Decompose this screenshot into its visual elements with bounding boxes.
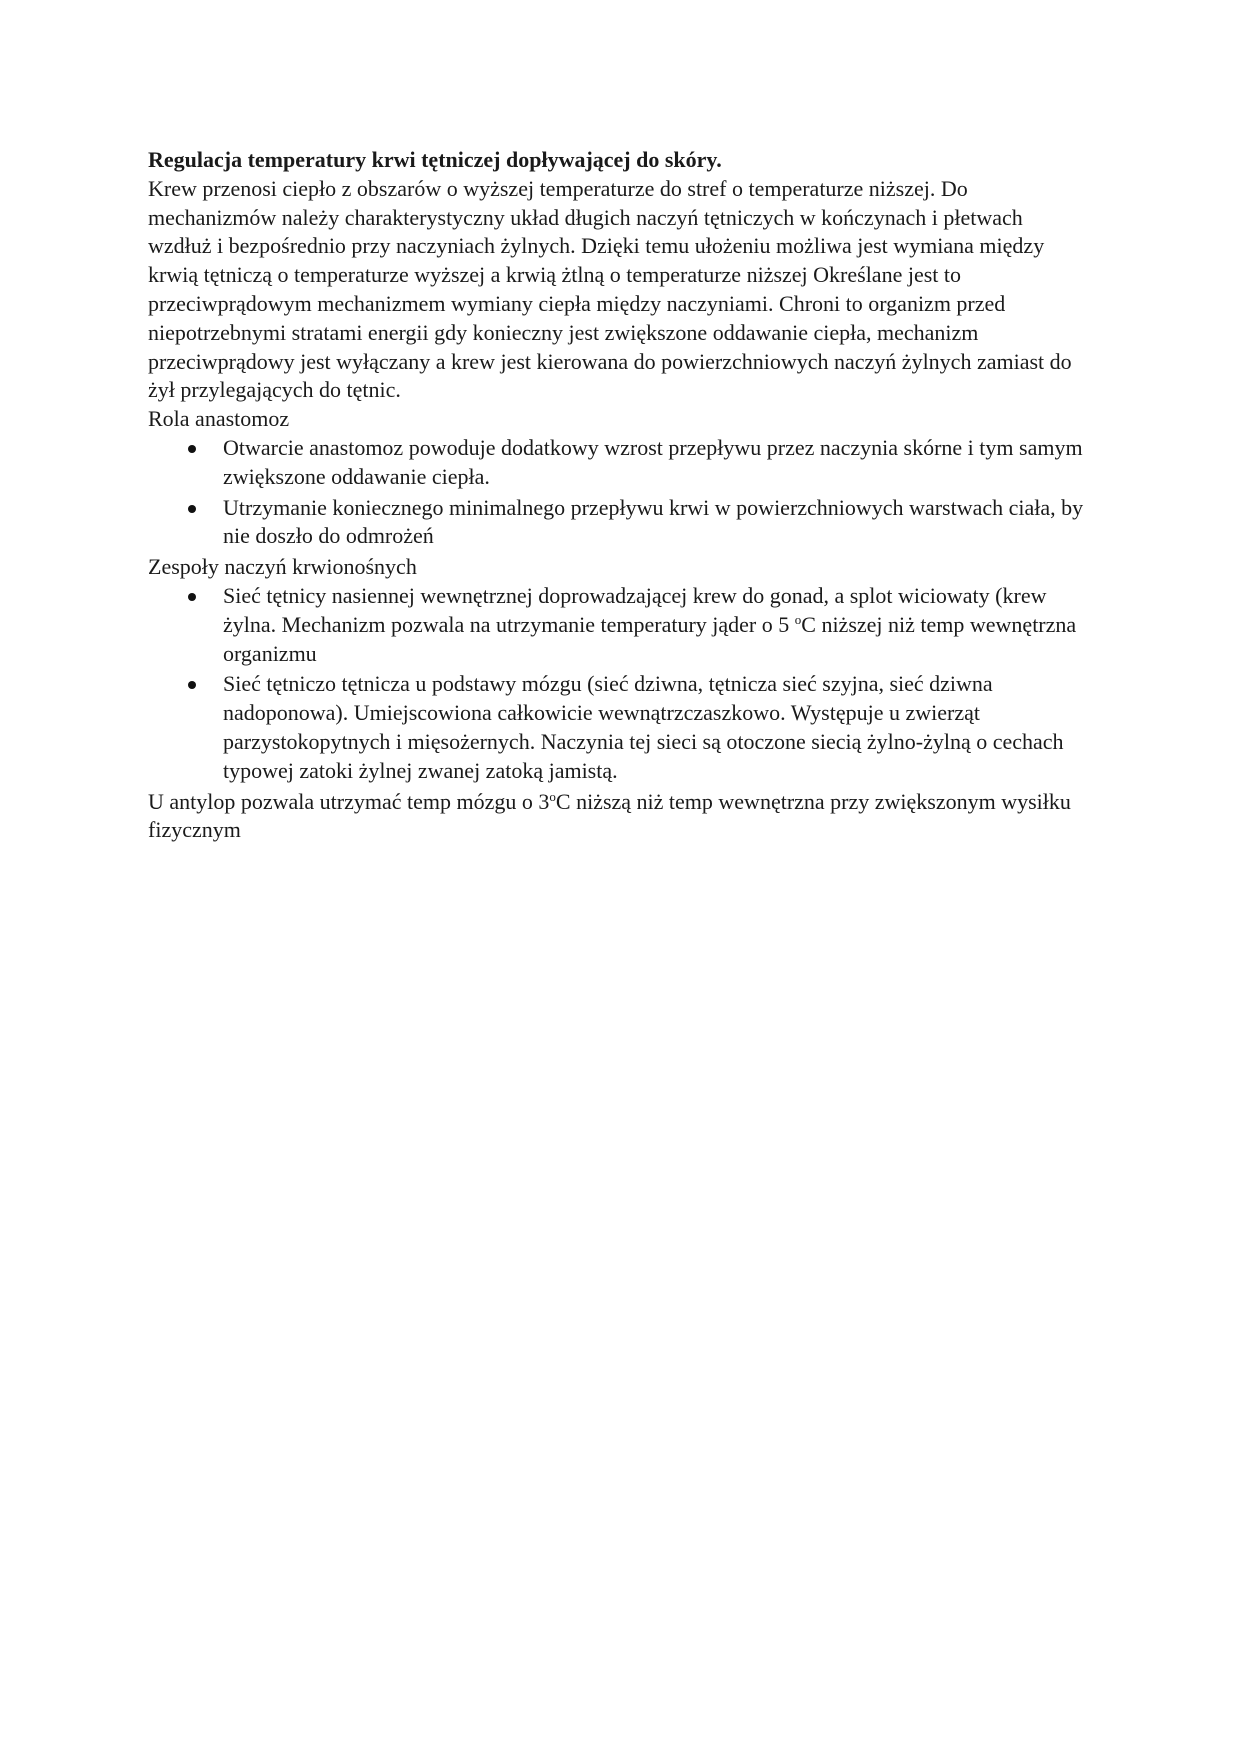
list-item-text-part: Sieć tętnicy nasiennej wewnętrznej doprowadzającej krew do gonad, a splot wiciowaty (krew żylna. Mechanizm pozwala na utrzymanie temperatury jąder o 5 xyxy=(223,582,1047,637)
list-item-text xyxy=(223,583,1076,666)
anastomoses-list xyxy=(148,434,1088,551)
section-heading-vessel-complexes: Zespoły naczyń krwionośnych xyxy=(148,554,417,580)
vessel-complexes-list xyxy=(148,582,1088,786)
list-item xyxy=(223,494,1088,552)
document-title: Regulacja temperatury krwi tętniczej dopływającej do skóry. xyxy=(148,147,722,172)
list-item-text: Utrzymanie koniecznego minimalnego przepływu krwi w powierzchniowych warstwach ciała, by nie doszło do odmrożeń xyxy=(223,494,1084,549)
closing-paragraph xyxy=(148,788,1088,846)
bullet-icon xyxy=(188,505,196,513)
document-page xyxy=(148,146,1088,845)
intro-paragraph: Krew przenosi ciepło z obszarów o wyższej temperaturze do stref o temperaturze niższej. Do mechanizmów należy charakterystyczny układ długich naczyń tętniczych w kończynach i płetwach wzdłuż i bezpośrednio przy naczyniach żylnych. Dzięki temu ułożeniu możliwa jest wymiana między krwią tętniczą o temperaturze wyższej a krwią żtlną o temperaturze niższej Określane jest to przeciwprądowym mechanizmem wymiany ciepła między naczyniami. Chroni to organizm przed niepotrzebnymi stratami energii gdy konieczny jest zwiększone oddawanie ciepła, mechanizm przeciwprądowy jest wyłączany a krew jest kierowana do powierzchniowych naczyń żylnych zamiast do żył przylegających do tętnic. xyxy=(148,175,1072,403)
degree-superscript: o xyxy=(794,611,802,627)
bullet-icon xyxy=(188,445,196,453)
list-item xyxy=(223,434,1088,492)
degree-superscript: o xyxy=(549,788,556,804)
list-item-text: Otwarcie anastomoz powoduje dodatkowy wzrost przepływu przez naczynia skórne i tym samym zwiększone oddawanie ciepła. xyxy=(223,434,1083,489)
bullet-icon xyxy=(188,593,196,601)
list-item-text-part: C niższej niż temp wewnętrzna organizmu xyxy=(223,611,1077,666)
section-heading-anastomoses: Rola anastomoz xyxy=(148,406,290,432)
list-item xyxy=(223,670,1088,785)
closing-text-part: C niższą niż temp wewnętrzna przy zwiększonym wysiłku fizycznym xyxy=(148,788,1071,843)
list-item-text: Sieć tętniczo tętnicza u podstawy mózgu (sieć dziwna, tętnicza sieć szyjna, sieć dziwna nadoponowa). Umiejscowiona całkowicie wewnątrzczaszkowo. Występuje u zwierząt parzystokopytnych i mięsożernych. Naczynia tej sieci są otoczone siecią żylno-żylną o cechach typowej zatoki żylnej zwanej zatoką jamistą. xyxy=(223,671,1064,783)
list-item xyxy=(223,582,1088,668)
closing-text-part: U antylop pozwala utrzymać temp mózgu o 3 xyxy=(148,788,550,814)
bullet-icon xyxy=(188,681,196,689)
